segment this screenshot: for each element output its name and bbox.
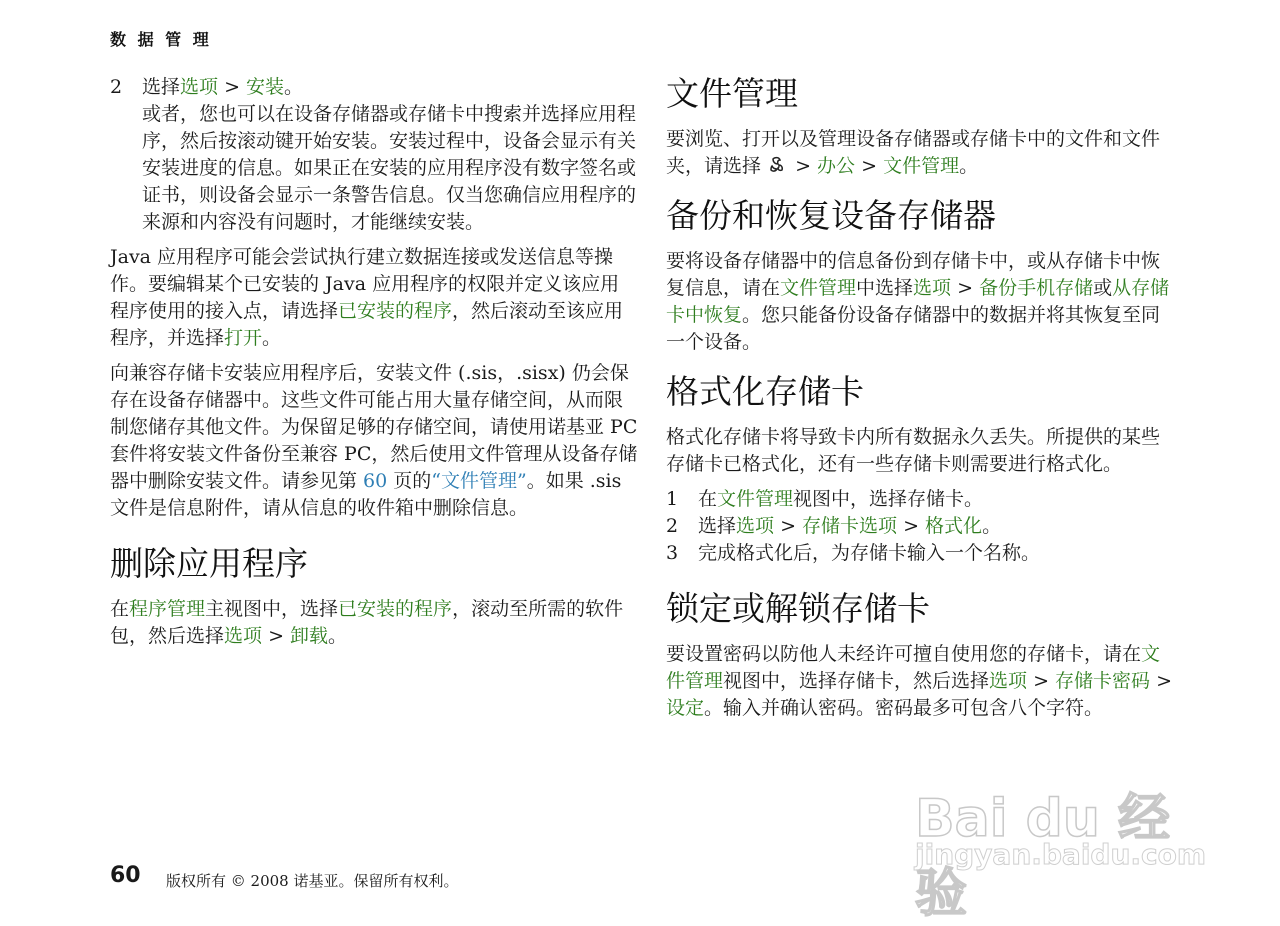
step-instruction xyxy=(142,74,638,101)
open-link[interactable]: 打开 xyxy=(224,327,263,349)
separator: > xyxy=(1027,670,1056,692)
app-manager-link[interactable]: 程序管理 xyxy=(129,598,206,620)
backup-phone-memory-link[interactable]: 备份手机存储 xyxy=(979,277,1094,299)
text: ，滚动至所需的软件包，然后选择 xyxy=(110,598,624,647)
separator: > xyxy=(951,277,980,299)
left-column xyxy=(110,74,638,658)
install-step-2 xyxy=(110,74,638,244)
text: ，然后滚动至该应用程序，并选择 xyxy=(110,300,624,349)
delete-paragraph xyxy=(110,596,638,650)
file-manager-link[interactable]: 文件管理 xyxy=(780,277,857,299)
card-options-link[interactable]: 存储卡选项 xyxy=(802,515,898,537)
text: 。 xyxy=(982,515,1002,537)
backup-paragraph xyxy=(666,248,1178,356)
text: 要浏览、打开以及管理设备存储器或存储卡中的文件和文件夹，请选择 xyxy=(666,128,1161,177)
text: 中选择 xyxy=(856,277,914,299)
installed-apps-link[interactable]: 已安装的程序 xyxy=(338,598,453,620)
step-text: 选择 xyxy=(142,76,181,98)
text: 。 xyxy=(328,625,348,647)
text: 在 xyxy=(110,598,130,620)
separator: > xyxy=(855,155,884,177)
separator: > xyxy=(897,515,926,537)
step-number: 2 xyxy=(110,76,123,98)
copyright-notice: 版权所有 © 2008 诺基亚。保留所有权利。 xyxy=(166,872,459,890)
text: Java 应用程序可能会尝试执行建立数据连接或发送信息等操作。要编辑某个已安装的 Java 应用程序的权限并定义该应用程序使用的接入点，请选择 xyxy=(110,246,620,322)
text: 在 xyxy=(698,488,718,510)
watermark-brand: Bai du 经验 xyxy=(915,789,1170,924)
text: 要设置密码以防他人未经许可擅自使用您的存储卡，请在 xyxy=(666,643,1142,665)
office-link[interactable]: 办公 xyxy=(817,155,856,177)
text: 。如果 .sis 文件是信息附件，请从信息的收件箱中删除信息。 xyxy=(110,470,622,519)
sis-paragraph xyxy=(110,360,638,522)
separator: > xyxy=(218,76,247,98)
text: 。 xyxy=(959,155,979,177)
file-manager-link[interactable]: 文件管理 xyxy=(666,643,1161,692)
section-header: 数 据 管 理 xyxy=(110,30,212,49)
lock-paragraph xyxy=(666,641,1178,722)
card-password-link[interactable]: 存储卡密码 xyxy=(1055,670,1151,692)
options-link[interactable]: 选项 xyxy=(224,625,263,647)
text: 或 xyxy=(1093,277,1113,299)
options-link[interactable]: 选项 xyxy=(180,76,219,98)
text: 要将设备存储器中的信息备份到存储卡中，或从存储卡中恢复信息，请在 xyxy=(666,250,1161,299)
step-number: 3 xyxy=(666,542,679,564)
separator: > xyxy=(1150,670,1173,692)
separator: > xyxy=(774,515,803,537)
step-body: 完成格式化后，为存储卡输入一个名称。 xyxy=(698,542,1041,564)
text: 页的 xyxy=(387,470,432,492)
step-number: 1 xyxy=(666,488,679,510)
step-body xyxy=(142,74,638,244)
format-step-2 xyxy=(666,513,1178,540)
format-step-1 xyxy=(666,486,1178,513)
lock-heading: 锁定或解锁存储卡 xyxy=(666,589,930,628)
file-manager-heading: 文件管理 xyxy=(666,74,798,113)
format-heading: 格式化存储卡 xyxy=(666,372,864,411)
step-text-end: 。 xyxy=(284,76,304,98)
file-manager-ref-link[interactable]: “文件管理” xyxy=(431,470,527,492)
step-body xyxy=(698,486,1178,513)
separator: > xyxy=(789,155,818,177)
step-body xyxy=(698,513,1178,540)
options-link[interactable]: 选项 xyxy=(736,515,775,537)
text: 选择 xyxy=(698,515,737,537)
set-link[interactable]: 设定 xyxy=(666,697,705,719)
text: 视图中，选择存储卡，然后选择 xyxy=(723,670,990,692)
restore-from-card-link[interactable]: 从存储卡中恢复 xyxy=(666,277,1170,326)
text: 主视图中，选择 xyxy=(205,598,339,620)
uninstall-link[interactable]: 卸载 xyxy=(290,625,329,647)
text: 向兼容存储卡安装应用程序后，安装文件 (.sis，.sisx) 仍会保存在设备存储器中。这些文件可能占用大量存储空间，从而限制您储存其他文件。为保留足够的存储空间，请使用诺基亚 PC 套件将安装文件备份至兼容 PC，然后使用文件管理从设备存储器中删除安装文件。请参见第 xyxy=(110,362,638,492)
install-link[interactable]: 安装 xyxy=(246,76,285,98)
baidu-watermark xyxy=(915,776,1215,924)
backup-heading: 备份和恢复设备存储器 xyxy=(666,196,996,235)
text: 视图中，选择存储卡。 xyxy=(793,488,984,510)
java-paragraph xyxy=(110,244,638,352)
format-paragraph: 格式化存储卡将导致卡内所有数据永久丢失。所提供的某些存储卡已格式化，还有一些存储卡则需要进行格式化。 xyxy=(666,426,1161,475)
text: 。输入并确认密码。密码最多可包含八个字符。 xyxy=(704,697,1104,719)
format-link[interactable]: 格式化 xyxy=(925,515,983,537)
file-manager-link[interactable]: 文件管理 xyxy=(883,155,960,177)
page-ref-link[interactable]: 60 xyxy=(363,470,388,492)
format-step-3 xyxy=(666,540,1178,567)
file-manager-paragraph xyxy=(666,126,1178,180)
installed-apps-link[interactable]: 已安装的程序 xyxy=(338,300,453,322)
menu-key-icon xyxy=(769,156,787,174)
text: 。您只能备份设备存储器中的数据并将其恢复至同一个设备。 xyxy=(666,304,1161,353)
separator: > xyxy=(262,625,291,647)
options-link[interactable]: 选项 xyxy=(913,277,952,299)
delete-apps-heading: 删除应用程序 xyxy=(110,544,308,583)
right-column xyxy=(666,74,1178,730)
watermark-url: jingyan.baidu.com xyxy=(915,838,1207,871)
text: 。 xyxy=(262,327,282,349)
step-number: 2 xyxy=(666,515,679,537)
options-link[interactable]: 选项 xyxy=(989,670,1028,692)
step-details: 或者，您也可以在设备存储器或存储卡中搜索并选择应用程序，然后按滚动键开始安装。安装过程中，设备会显示有关安装进度的信息。如果正在安装的应用程序没有数字签名或证书，则设备会显示一条警告信息。仅当您确信应用程序的来源和内容没有问题时，才能继续安装。 xyxy=(142,103,637,233)
page-number: 60 xyxy=(110,863,141,888)
file-manager-link[interactable]: 文件管理 xyxy=(717,488,794,510)
